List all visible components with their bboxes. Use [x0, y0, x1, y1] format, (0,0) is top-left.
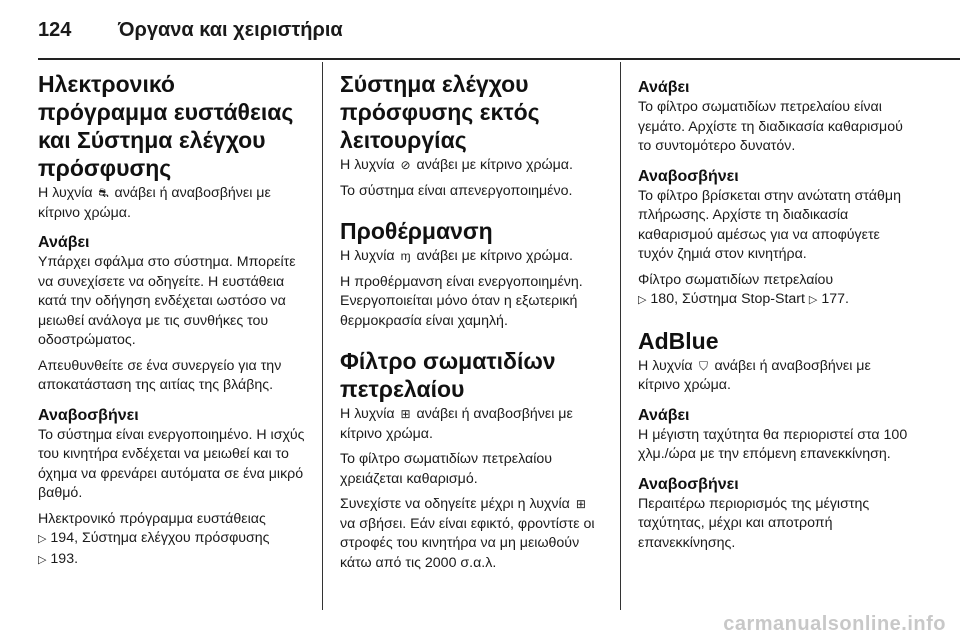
- paragraph: Η λυχνία ⛐ ανάβει ή αναβοσβήνει με κίτρινο χρώμα.: [38, 185, 271, 221]
- tc-off-icon: ⊘: [400, 158, 411, 172]
- paragraph: Το σύστημα είναι απενεργοποιημένο.: [340, 182, 573, 199]
- page-reference: 193.: [50, 550, 79, 567]
- section-title: Φίλτρο σωματιδίων πετρελαίου: [340, 348, 556, 402]
- subheading: Αναβοσβήνει: [38, 406, 139, 424]
- paragraph: Περαιτέρω περιορισμός της μέγιστης ταχύτητας, μέχρι και αποτροπή επανεκκίνησης.: [638, 495, 870, 551]
- glow-plug-icon: ɱ: [400, 249, 411, 263]
- paragraph: Το φίλτρο σωματιδίων πετρελαίου χρειάζεται καθαρισμό.: [340, 451, 553, 487]
- subheading: Ανάβει: [38, 234, 90, 251]
- paragraph: Απευθυνθείτε σε ένα συνεργείο για την αποκατάσταση της αιτίας της βλάβης.: [38, 357, 282, 393]
- paragraph: Το φίλτρο βρίσκεται στην ανώτατη στάθμη πλήρωσης. Αρχίστε τη διαδικασία καθαρισμού αμέσως για να αποφύγετε τυχόν ζημιά στον κινητήρα.: [638, 187, 901, 262]
- column-divider: [322, 62, 323, 610]
- subheading: Αναβοσβήνει: [638, 475, 739, 493]
- esp-icon: ⛐: [98, 186, 109, 200]
- paragraph: Η λυχνία ⊞ ανάβει ή αναβοσβήνει με κίτρινο χρώμα.: [340, 406, 573, 442]
- reference-arrow-icon: ▷: [808, 294, 818, 306]
- paragraph: Η λυχνία ⛉ ανάβει ή αναβοσβήνει με κίτρινο χρώμα.: [638, 357, 871, 393]
- dpf-icon: ⊞: [575, 497, 586, 511]
- page-header: [38, 16, 343, 44]
- column-1: [38, 70, 310, 576]
- reference-arrow-icon: ▷: [38, 553, 47, 566]
- section-title: Ηλεκτρονικό πρόγραμμα ευστάθειας και Σύστημα ελέγχου πρόσφυσης: [38, 71, 294, 181]
- section-title: Σύστημα ελέγχου πρόσφυσης εκτός λειτουργίας: [340, 71, 540, 153]
- reference-arrow-icon: ▷: [38, 533, 47, 545]
- reference-arrow-icon: ▷: [638, 294, 647, 306]
- watermark: carmanualsonline.info: [723, 613, 946, 635]
- chapter-title: Όργανα και χειριστήρια: [118, 18, 343, 41]
- adblue-icon: ⛉: [699, 358, 709, 373]
- dpf-icon: ⊞: [400, 407, 411, 421]
- paragraph: Φίλτρο σωματιδίων πετρελαίου ▷ 180, Σύστημα Stop-Start ▷ 177.: [638, 271, 849, 307]
- paragraph: Το σύστημα είναι ενεργοποιημένο. Η ισχύς του κινητήρα ενδέχεται να μειωθεί και το όχημα να φρενάρει αυτόματα σε ένα μικρό βαθμό.: [38, 426, 305, 501]
- page-reference: 180, Σύστημα Stop-Start: [650, 291, 805, 307]
- subheading: Ανάβει: [638, 79, 690, 96]
- paragraph: Η προθέρμανση είναι ενεργοποιημένη. Ενεργοποιείται μόνο όταν η εξωτερική θερμοκρασία είναι χαμηλή.: [340, 273, 583, 329]
- page-number: 124: [38, 18, 72, 41]
- page-reference: 194, Σύστημα ελέγχου πρόσφυσης: [50, 530, 270, 546]
- subheading: Αναβοσβήνει: [638, 167, 739, 185]
- column-2: [340, 70, 605, 579]
- section-title: AdBlue: [638, 327, 719, 354]
- paragraph: Το φίλτρο σωματιδίων πετρελαίου είναι γεμάτο. Αρχίστε τη διαδικασία καθαρισμού το συντομότερο δυνατόν.: [638, 99, 903, 154]
- paragraph: Υπάρχει σφάλμα στο σύστημα. Μπορείτε να συνεχίσετε να οδηγείτε. Η ευστάθεια κατά την οδήγηση ενδέχεται ωστόσο να μειωθεί ανάλογα με τις συνθήκες του οδοστρώματος.: [38, 254, 296, 348]
- paragraph: Ηλεκτρονικό πρόγραμμα ευστάθειας ▷ 194, Σύστημα ελέγχου πρόσφυσης ▷ 193.: [38, 510, 270, 567]
- paragraph: Η λυχνία ⊘ ανάβει με κίτρινο χρώμα.: [340, 156, 605, 176]
- column-3: [638, 70, 908, 559]
- page-reference: 177.: [821, 291, 849, 307]
- header-rule: [38, 58, 960, 60]
- paragraph: Συνεχίστε να οδηγείτε μέχρι η λυχνία ⊞ να σβήσει. Εάν είναι εφικτό, φροντίστε οι στροφές του κινητήρα να μη μειωθούν κάτω από τις 2000 σ.α.λ.: [340, 496, 595, 571]
- subheading: Ανάβει: [638, 406, 690, 424]
- section-title: Προθέρμανση: [340, 218, 493, 244]
- paragraph: Η λυχνία ɱ ανάβει με κίτρινο χρώμα.: [340, 247, 605, 267]
- column-divider: [620, 62, 621, 610]
- paragraph: Η μέγιστη ταχύτητα θα περιοριστεί στα 100 χλμ./ώρα με την επόμενη επανεκκίνηση.: [638, 426, 908, 462]
